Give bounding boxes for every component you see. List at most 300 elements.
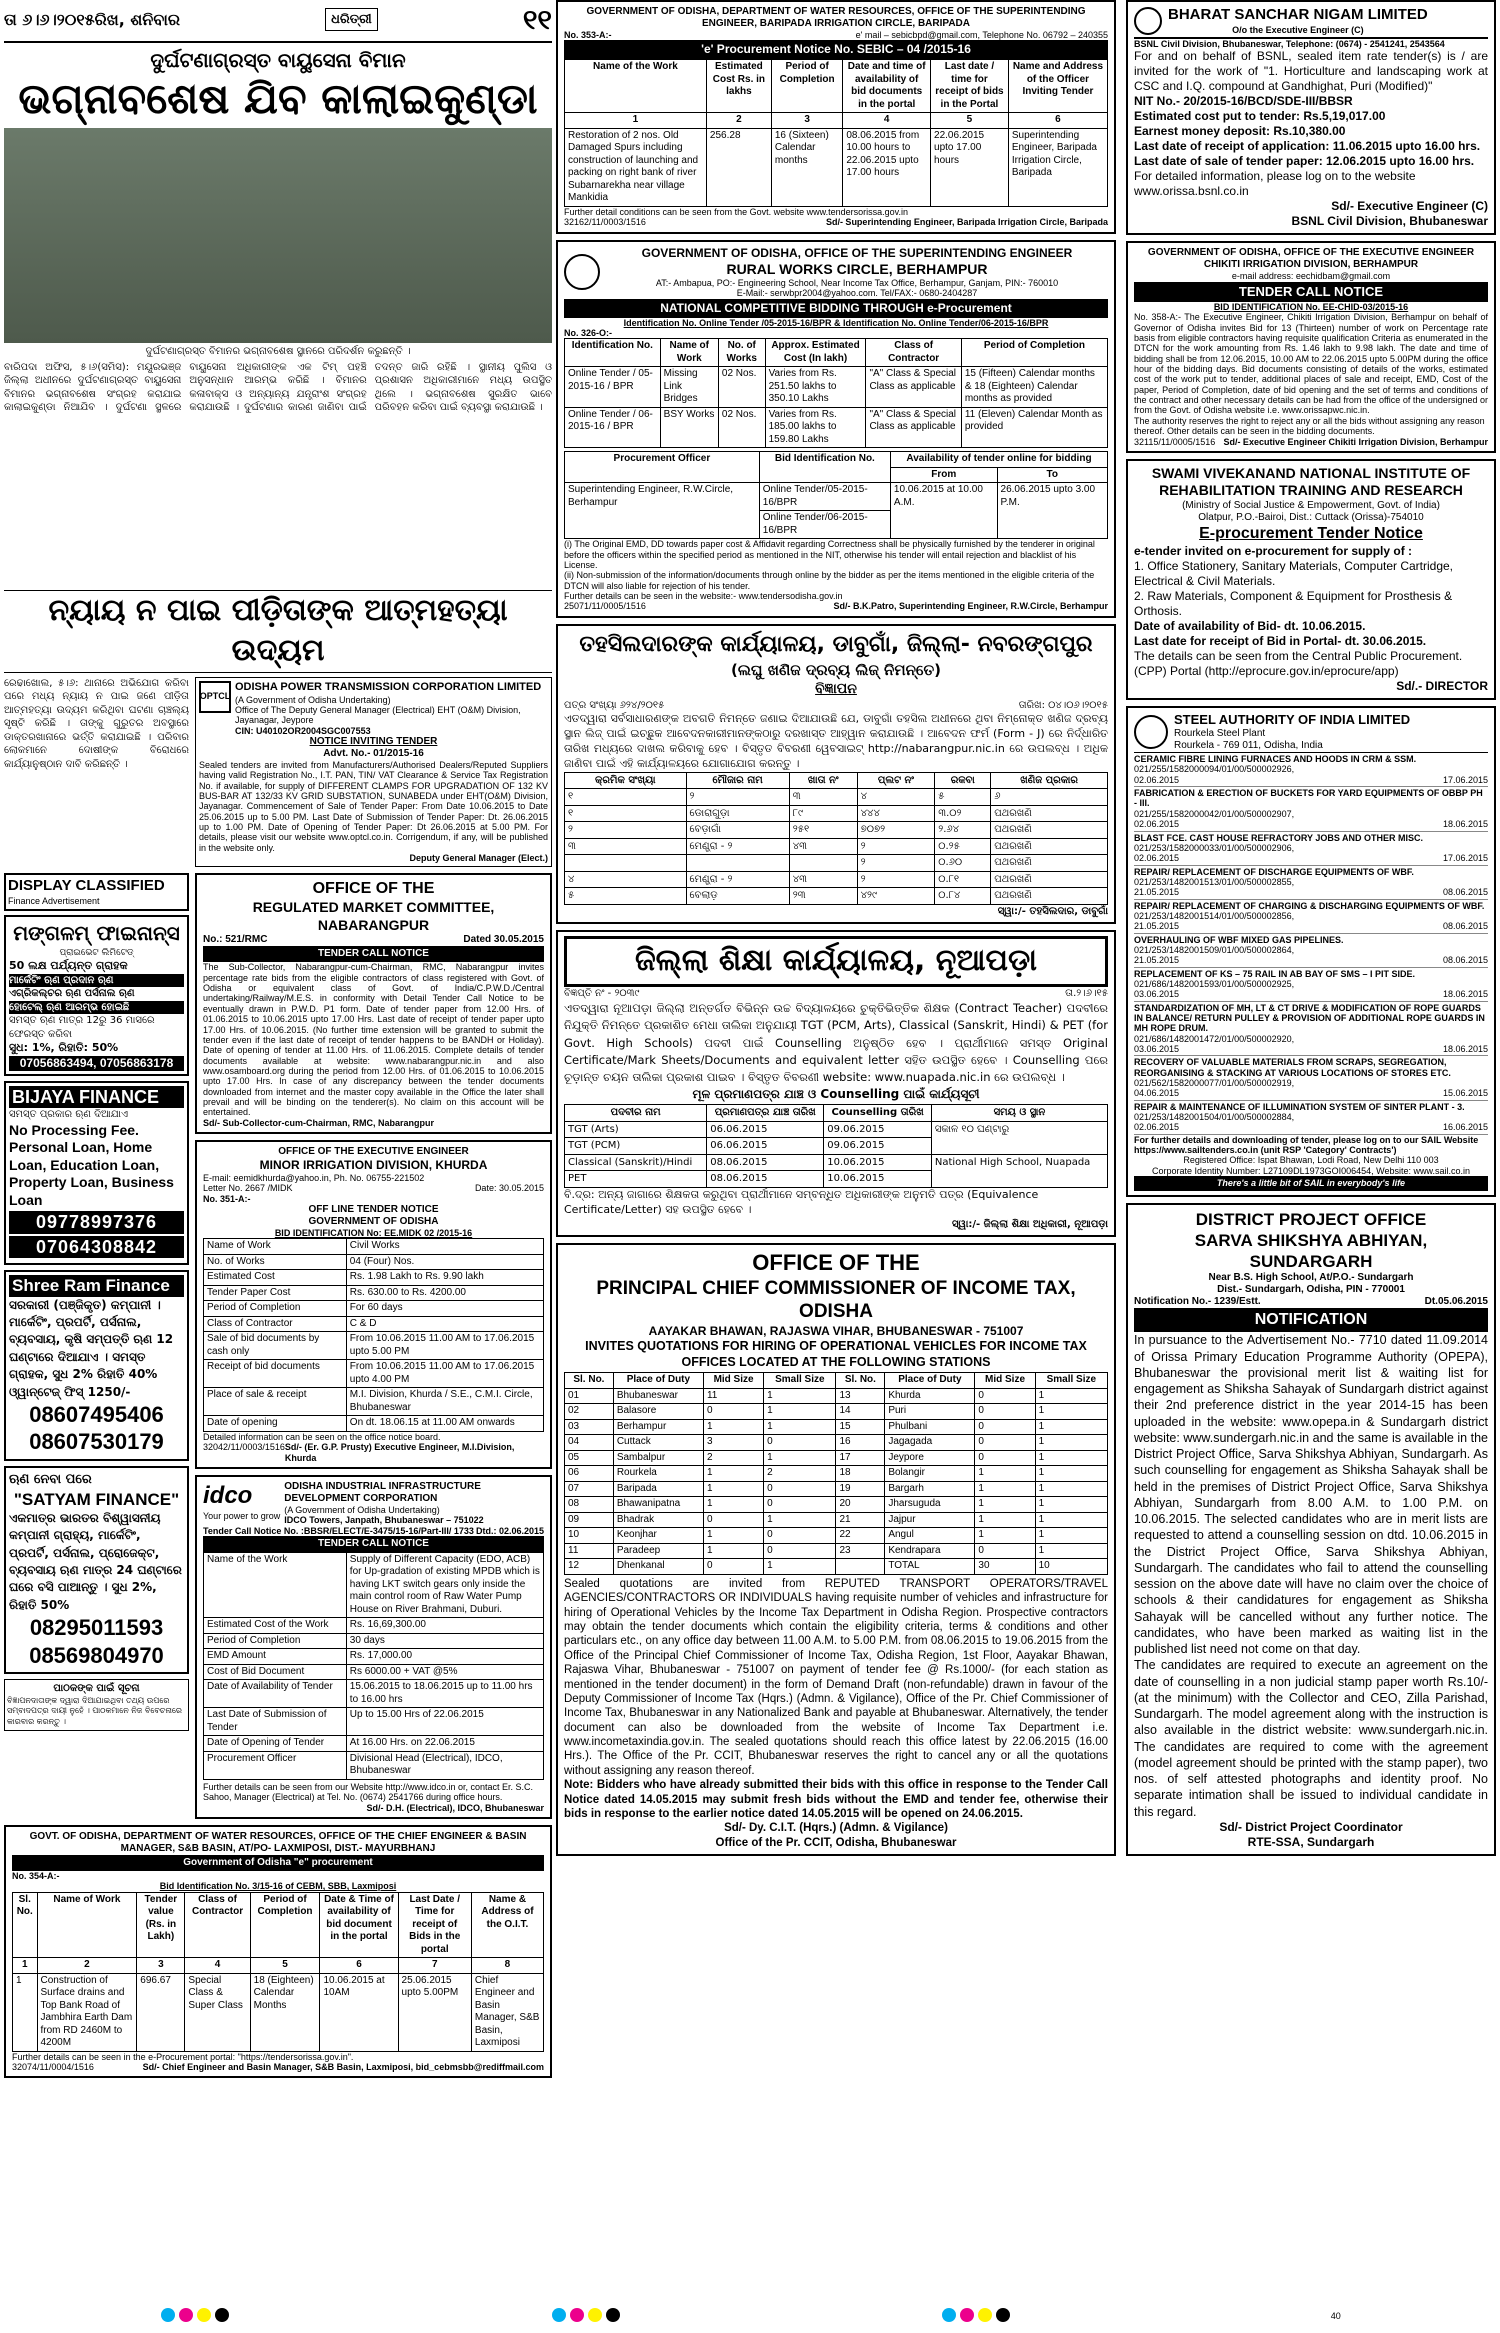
table-row bbox=[204, 1270, 544, 1286]
idco-foot: Further details can be seen from our Website http://www.idco.in or, contact Er. S.C. Sahoo, Manager (Electrical) at Tel. No. (0674) 2541766 during office hours. bbox=[203, 1781, 533, 1803]
table-row bbox=[204, 1360, 544, 1388]
chikiti-code: 32115/11/0005/1516 bbox=[1134, 436, 1216, 447]
table-row bbox=[565, 1466, 1108, 1482]
cell: ୨ bbox=[857, 855, 935, 872]
story2-body: ରେଢାଖୋଲ, ୫।୬: ଥାନାରେ ଅଭିଯୋଗ କରିବା ପରେ ମଧ୍ୟ ନ୍ୟାୟ ନ ପାଇ ଜଣେ ପୀଡ଼ିତା ଆତ୍ମହତ୍ୟା ଉଦ୍ୟମ କରିଥିବା ଘଟଣା ଚାଞ୍ଚଲ୍ୟ ସୃଷ୍ଟି କରିଛି । ତାଙ୍କୁ ଗୁରୁତର ଅବସ୍ଥାରେ ଡାକ୍ତରଖାନାରେ ଭର୍ତ୍ତି କରାଯାଇଛି । ପରିବାର ଲୋକମାନେ ଦୋଷୀଙ୍କ ବିରୋଧରେ କାର୍ଯ୍ୟାନୁଷ୍ଠାନ ଦାବି କରିଛନ୍ତି । bbox=[4, 677, 189, 770]
cell: ୦.୬୦ bbox=[935, 855, 991, 872]
ssa-t1: DISTRICT PROJECT OFFICE bbox=[1195, 1209, 1427, 1229]
table-row bbox=[565, 367, 1108, 408]
sail-tender-item bbox=[1134, 787, 1488, 831]
rwc-title: NATIONAL COMPETITIVE BIDDING THROUGH e-Procurement bbox=[564, 299, 1108, 318]
cell: Kendrapara bbox=[885, 1543, 975, 1559]
yellow-swatch-icon bbox=[588, 2308, 602, 2322]
row-label: No. of Works bbox=[204, 1254, 347, 1270]
cell: 1 bbox=[565, 113, 707, 129]
table-row bbox=[204, 1254, 544, 1270]
cell: Bhawanipatna bbox=[613, 1497, 703, 1513]
sail-tender-no: 021/255/1582000094/01/00/500002926, bbox=[1134, 764, 1295, 775]
bsnl-cost: Estimated cost put to tender: Rs.5,19,017.00 bbox=[1134, 109, 1386, 124]
satyam-name: "SATYAM FINANCE" bbox=[13, 1489, 180, 1509]
cell: 6 bbox=[1008, 113, 1107, 129]
edu-body: ଏତଦ୍ୱାରା ନୂଆପଡ଼ା ଜିଲ୍ଲା ଅନ୍ତର୍ଗତ ବିଭିନ୍ନ ଉଚ୍ଚ ବିଦ୍ୟାଳୟରେ ଚୁକ୍ତିଭିତ୍ତିକ ଶିକ୍ଷକ (Contract Teacher) ପଦବୀରେ ନିଯୁକ୍ତି ନିମନ୍ତେ ପ୍ରକାଶିତ ମେଧା ତାଲିକା ଅନୁଯାୟୀ TGT (PCM, Arts), Classical (Sanskrit, Hindi) & PET (for Govt. High Schools) ପଦବୀ ପାଇଁ Counselling ଅନୁଷ୍ଠିତ ହେବ । ପ୍ରାର୍ଥୀମାନେ ସମସ୍ତ Original Certificate/Mark Sheets/Documents and equivalent letter ସହିତ ଉପସ୍ଥିତ ହେବେ । Counselling ପରେ ଚୂଡ଼ାନ୍ତ ଚୟନ ତାଲିକା ପ୍ରକାଶ ପାଇବ । ବିସ୍ତୃତ ବିବରଣୀ website: www.nuapada.nic.in ରେ ଉପଲବ୍ଧ । bbox=[564, 1001, 1108, 1085]
row-label: Class of Contractor bbox=[204, 1316, 347, 1332]
cell: 15 (Fifteen) Calendar months & 18 (Eighteen) Calendar months as provided bbox=[961, 367, 1107, 408]
table-row bbox=[565, 888, 1108, 905]
table-row bbox=[565, 1512, 1108, 1528]
cell: Name of the Work bbox=[565, 60, 707, 113]
cell: 8 bbox=[471, 1958, 543, 1974]
chikiti-name: CHIKITI IRRIGATION DIVISION, BERHAMPUR bbox=[1203, 259, 1419, 271]
cell: କ୍ରମିକ ସଂଖ୍ୟା bbox=[565, 772, 687, 789]
cell: 16 (Sixteen) Calendar months bbox=[771, 128, 842, 206]
cebm-no: No. 354-A:- bbox=[12, 1870, 60, 1881]
cell: 7 bbox=[398, 1958, 471, 1974]
table-row bbox=[565, 805, 1108, 822]
black-swatch-icon bbox=[996, 2308, 1010, 2322]
tahasil-ad: ବିଜ୍ଞାପନ bbox=[815, 680, 857, 697]
cell: Last date / time for receipt of bids in the Portal bbox=[931, 60, 1009, 113]
ssa-p1: In pursuance to the Advertisement No.- 7710 dated 11.09.2014 of Orissa Primary Education Programme Authority (OPEPA), Bhubaneswar the provisional merit list & waiting list for engagement as Shiksha Sahayak of Sundargarh district against their 2nd preference district in the year 2014-15 has been uploaded in the website: www.opepa.in & Sundargarh district website: www.sundergarh.nic.in and the same is available in the District Project Office, Sarva Shikshya Abhiyan, Sundargarh. As such counselling for engagement as Shiksha Sahayak shall be held in the premises of District Project Office, Sarva Shikshya Abhiyan, Sundargarh from 8.00 A.M. to 1.00 P.M. on 10.06.2015. The selected candidates who are in merit lists are requested to attend a counselling session on dtd. 10.06.2015 in the District Project Office, Sarva Shikshya Abhiyan, Sundargarh. The candidates who fail to attend the counselling session on the above date will have no claim over the choice of schools & their candidatures for engagement as Shiksha Sahayak will be cancelled without any further notice. The candidates, who have been marked as waiting list in the published list need not come on that day. bbox=[1134, 1333, 1488, 1656]
ssa-addr: Near B.S. High School, At/P.O.- Sundargarh bbox=[1208, 1272, 1414, 1284]
khurda-no: No. 351-A:- bbox=[203, 1193, 251, 1204]
cell: 17 bbox=[836, 1450, 885, 1466]
itax-body: Sealed quotations are invited from REPUTED TRANSPORT OPERATORS/TRAVEL AGENCIES/CONTRACTORS OR INDIVIDUALS having requisite number of vehicles and infrastructure for hiring of Operational Vehicles by the Income Tax Department in Odisha Region. Prospective contractors may obtain the tender documents which contain the eligibility criteria, terms & conditions and other particulars etc., on any office day between 11.00 A.M. to 5.00 P.M. from 08.06.2015 to 19.06.2015 from the Office of the Principal Chief Commissioner of Income Tax, Odisha Region, 1st Floor, Aayakar Bhawan, Rajaswa Vihar, Bhubaneswar - 751007 on payment of tender fee @ Rs.1000/- (for each station as mentioned in the tender document) in the form of Demand Draft (non-refundable) drawn in favour of the Deputy Commissioner of Income Tax (Hqrs.) (Admn. & Vigilance), Office of the Pr. Chief Commissioner of Income Tax, Bhubaneswar in any Nationalized Bank and payable at Bhubaneswar. Alternatively, the tender document can also be downloaded from the website of Income Tax Department i.e. www.incometaxindia.gov.in. The sealed quotations should reach this office latest by 22.06.2015 (16.00 Hrs.). The Office of the Pr. CCIT, Bhubaneswar reserves the right to cancel any or all the quotations without assigning any reason thereof. bbox=[564, 1577, 1108, 1777]
mangalam-line: ମାର୍କେଟିଂ ଋଣ ପ୍ରଦାନ ଋଣ bbox=[9, 974, 184, 988]
rmc-body: The Sub-Collector, Nabarangpur-cum-Chairman, RMC, Nabarangpur invites percentage rate bids from the eligible contractors of class registered with Govt. of Odisha or equivalent class of Govt. of India/C.P.W.D./Central undertaking/Railway/M.E.S. in conformity with Detail Tender Call Notice to be eventually drawn in P.W.D. P1 form. Date of tender paper from 12.00 Hrs. of 01.06.2015 to 10.06.2015 upto 17.00 Hrs. Last date of receipt of tender paper upto 17.00 Hrs. of 10.06.2015. (No further time extension will be granted to submit the tender even if the last date of receipt of tender happens to be BANDH or Holiday). Date of opening of tender at 11.00 Hrs. of 11.06.2015. Complete details of tender documents available at website: www.nabarangpur.nic.in and also www.osamboard.org during the period from 12.00 Hrs. of 01.06.2015 to 10.06.2015 upto 17.00 Hrs. In case of any discrepancy between the tender documents downloaded from internet and the master copy available in the Office the later shall prevail and will be binding on the tenderer(s). No claim on this account will be entertained. bbox=[203, 962, 544, 1118]
cell: Name of Work bbox=[37, 1892, 137, 1958]
edu-time: ସକାଳ ୧୦ ଘଣ୍ଟାରୁ bbox=[934, 1123, 1010, 1135]
rwc-gov: GOVERNMENT OF ODISHA, OFFICE OF THE SUPERINTENDING ENGINEER bbox=[641, 245, 1073, 260]
rmc-date: Dated 30.05.2015 bbox=[463, 934, 544, 946]
sail-date-published: 21.05.2015 bbox=[1134, 955, 1180, 966]
chikiti-bid: BID IDENTIFICATION No. EE-CHID-03/2015-16 bbox=[1213, 302, 1409, 313]
table-row bbox=[204, 1388, 544, 1416]
registration-mark bbox=[159, 2308, 231, 2326]
cell: ବେଲାଡ଼ bbox=[686, 888, 789, 905]
bsnl-logo-icon bbox=[1134, 7, 1162, 35]
row-label: Sale of bid documents by cash only bbox=[204, 1332, 347, 1360]
cell: Keonjhar bbox=[613, 1528, 703, 1544]
bijaya-line: Loan, Education Loan, bbox=[9, 1156, 160, 1173]
cell: 0 bbox=[703, 1512, 763, 1528]
row-value: From 10.06.2015 11.00 AM to 17.06.2015 upto 4.00 PM bbox=[346, 1360, 543, 1388]
mangalam-ad bbox=[4, 915, 189, 1076]
cell: Baripada bbox=[613, 1481, 703, 1497]
rwc-sign: Sd/- B.K.Patro, Superintending Engineer, R.W.Circle, Berhampur bbox=[833, 601, 1108, 612]
sail-logo-icon bbox=[1134, 715, 1168, 749]
cell: 30 bbox=[975, 1559, 1035, 1575]
yellow-swatch-icon bbox=[978, 2308, 992, 2322]
table-row bbox=[204, 1416, 544, 1432]
cell: 10.06.2015 at 10AM bbox=[320, 1973, 398, 2051]
cell: Availability of tender online for bidding bbox=[890, 452, 1107, 468]
sebic-gov: GOVERNMENT OF ODISHA, DEPARTMENT OF WATER RESOURCES, OFFICE OF THE SUPERINTENDING ENGINEER, BARIPADA IRRIGATION CIRCLE, BARIPADA bbox=[586, 6, 1086, 29]
sail-tender-item bbox=[1134, 1002, 1488, 1057]
cell: 11 bbox=[703, 1388, 763, 1404]
itax-note: Note: Bidders who have already submitted their bids with this office in response to the Tender Call Notice dated 14.05.2015 may submit fresh bids without the EMD and tender fee, otherwise their bids in response to the earlier notice dated 14.05.2015 will be opened on 24.06.2015. bbox=[564, 1779, 1108, 1820]
cell: 20 bbox=[836, 1497, 885, 1513]
optcl-sign: Deputy General Manager (Elect.) bbox=[409, 853, 548, 864]
itax-addr: AAYAKAR BHAWAN, RAJASWA VIHAR, BHUBANESWAR - 751007 bbox=[648, 1324, 1024, 1339]
cell: 1 bbox=[1035, 1497, 1107, 1513]
yellow-swatch-icon bbox=[197, 2308, 211, 2322]
rmc-tn: TENDER CALL NOTICE bbox=[203, 946, 544, 962]
cell: 1 bbox=[764, 1450, 836, 1466]
row-value: Rs. 630.00 to Rs. 4200.00 bbox=[346, 1285, 543, 1301]
cell: Cuttack bbox=[613, 1435, 703, 1451]
rwc-table-officer bbox=[564, 451, 1108, 539]
cell: Special Class & Super Class bbox=[185, 1973, 250, 2051]
cell: 11 bbox=[565, 1543, 614, 1559]
sail-tender-no: 021/255/1582000042/01/00/500002907, bbox=[1134, 808, 1295, 819]
rmc-sign: Sd/- Sub-Collector-cum-Chairman, RMC, Nabarangpur bbox=[203, 1117, 435, 1128]
ssa-title: NOTIFICATION bbox=[1134, 1308, 1488, 1332]
bsnl-sale: Last date of sale of tender paper: 12.06.2015 upto 16.00 hrs. bbox=[1134, 154, 1475, 169]
cell: 1 bbox=[764, 1512, 836, 1528]
cell: ୭୦୭୨ bbox=[857, 822, 935, 839]
sebic-title: 'e' Procurement Notice No. SEBIC – 04 /2015-16 bbox=[564, 40, 1108, 59]
cell: 21 bbox=[836, 1512, 885, 1528]
optcl-sub: (A Government of Odisha Undertaking) bbox=[235, 694, 391, 705]
table-row bbox=[565, 1497, 1108, 1513]
cell: 1 bbox=[975, 1481, 1035, 1497]
ssa-dist: Dist.- Sundargarh, Odisha, PIN - 770001 bbox=[1217, 1284, 1405, 1296]
sebic-no: No. 353-A:- bbox=[564, 30, 612, 40]
tahasil-notice bbox=[556, 624, 1116, 924]
optcl-advt: Advt. No.- 01/2015-16 bbox=[323, 748, 424, 760]
story-kicker: ଦୁର୍ଘଟଣାଗ୍ରସ୍ତ ବାୟୁସେନା ବିମାନ bbox=[150, 48, 406, 72]
cell: Superintending Engineer, R.W.Circle, Berhampur bbox=[565, 483, 760, 539]
cell: ପଥରଖଣି bbox=[991, 855, 1108, 872]
idco-name: ODISHA INDUSTRIAL INFRASTRUCTURE DEVELOPMENT CORPORATION bbox=[284, 1480, 481, 1504]
table-row bbox=[204, 1751, 544, 1779]
cell: Date and time of availability of bid documents in the portal bbox=[843, 60, 931, 113]
row-value: Divisional Head (Electrical), IDCO, Bhubaneswar bbox=[346, 1751, 543, 1779]
idco-details bbox=[203, 1552, 544, 1780]
cell: 1 bbox=[1035, 1419, 1107, 1435]
cell: 04 bbox=[565, 1435, 614, 1451]
cell: 0 bbox=[764, 1435, 836, 1451]
black-swatch-icon bbox=[606, 2308, 620, 2322]
bsnl-last: Last date of receipt of application: 11.06.2015 upto 16.00 hrs. bbox=[1134, 139, 1481, 154]
cell: 1 bbox=[975, 1497, 1035, 1513]
cell: 18 bbox=[836, 1466, 885, 1482]
cell: ୨୫୧ bbox=[789, 822, 857, 839]
edu-sign: ସ୍ୱା:/- ଜିଲ୍ଲା ଶିକ୍ଷା ଅଧିକାରୀ, ନୂଆପଡ଼ା bbox=[952, 1218, 1108, 1230]
bsnl-nit: NIT No.- 20/2015-16/BCD/SDE-III/BBSR bbox=[1134, 94, 1353, 109]
cell: Construction of Surface drains and Top Bank Road of Jambhira Earth Dam from RD 2460M to 4200M bbox=[37, 1973, 137, 2051]
sail-tender-item bbox=[1134, 866, 1488, 900]
cell: 1 bbox=[1035, 1435, 1107, 1451]
cebm-code: 32074/11/0004/1516 bbox=[12, 2061, 94, 2072]
registration-mark bbox=[940, 2308, 1012, 2326]
table-row bbox=[565, 838, 1108, 855]
sebic-table bbox=[564, 59, 1108, 207]
cell: 08 bbox=[565, 1497, 614, 1513]
cell: 3 bbox=[703, 1435, 763, 1451]
cell: ୩ bbox=[565, 838, 687, 855]
sail-cin: Corporate Identity Number: L27109DL1973GOI006454, Website: www.sail.co.in bbox=[1151, 1165, 1470, 1176]
sail-tender-title: BLAST FCE. CAST HOUSE REFRACTORY JOBS AND OTHER MISC. bbox=[1134, 832, 1424, 843]
sail-tender-title: REPAIR/ REPLACEMENT OF DISCHARGE EQUIPMENTS OF WBF. bbox=[1134, 866, 1414, 877]
cell: ୨ bbox=[686, 789, 789, 806]
cell: ୩ bbox=[789, 789, 857, 806]
sail-date-published: 02.06.2015 bbox=[1134, 774, 1180, 785]
cell: 2 bbox=[37, 1958, 137, 1974]
cell: 09.06.2015 bbox=[824, 1121, 932, 1138]
sebic-sign: Sd/- Superintending Engineer, Baripada Irrigation Circle, Baripada bbox=[825, 217, 1108, 228]
cell: 19 bbox=[836, 1481, 885, 1497]
photo-caption: ଦୁର୍ଘଟଣାଗ୍ରସ୍ତ ବିମାନର ଭଗ୍ନାବଶେଷ ସ୍ଥାନରେ ପରିଦର୍ଶନ କରୁଛନ୍ତି । bbox=[145, 346, 411, 358]
cyan-swatch-icon bbox=[942, 2308, 956, 2322]
tahasil-body: ଏତଦ୍ୱାରା ସର୍ବସାଧାରଣଙ୍କ ଅବଗତି ନିମନ୍ତେ ଜଣାଇ ଦିଆଯାଉଛି ଯେ, ଡାବୁଗାଁ ତହସିଲ ଅଧୀନରେ ଥିବା ନିମ୍ନୋକ୍ତ ଖଣିଜ ଦ୍ରବ୍ୟ ସ୍ଥାନ ଲିଜ୍ ପାଇଁ ଇଚ୍ଛୁକ ଆବେଦନକାରୀମାନଙ୍କଠାରୁ ଦରଖାସ୍ତ ଆହ୍ୱାନ କରାଯାଉଛି । ଆବେଦନ ଫର୍ମ (Form - J) ରେ ନିର୍ଦ୍ଧାରିତ ତାରିଖ ମଧ୍ୟରେ ଦାଖଲ କରିବାକୁ ହେବ । ବିସ୍ତୃତ ବିବରଣୀ ୱେବସାଇଟ୍ http://nabarangpur.nic.in ରେ ଉପଲବ୍ଧ । ଅଧିକ ଜାଣିବା ପାଇଁ ଏହି କାର୍ଯ୍ୟାଳୟରେ ଯୋଗାଯୋଗ କରନ୍ତୁ । bbox=[564, 712, 1108, 770]
registration-mark bbox=[550, 2308, 622, 2326]
sail-reg: Registered Office: Ispat Bhawan, Lodi Road, New Delhi 110 003 bbox=[1183, 1155, 1439, 1166]
cell: 02 Nos. bbox=[718, 407, 765, 448]
chikiti-tn: TENDER CALL NOTICE bbox=[1134, 282, 1488, 302]
cell: Restoration of 2 nos. Old Damaged Spurs including construction of launching and packing on right bank of river Subarnarekha near village Mankidia bbox=[565, 128, 707, 206]
cell: Berhampur bbox=[613, 1419, 703, 1435]
table-row bbox=[204, 1664, 544, 1680]
masthead-logo: ଧରିତ୍ରୀ bbox=[325, 8, 378, 30]
svnirtar-item: 1. Office Stationery, Sanitary Materials, Computer Cartridge, Electrical & Civil Materials. bbox=[1134, 558, 1454, 588]
cell bbox=[565, 855, 687, 872]
cell: Class of Contractor bbox=[185, 1892, 250, 1958]
sail-tender-no: 021/253/1482001513/01/00/500002855, bbox=[1134, 876, 1295, 887]
black-swatch-icon bbox=[215, 2308, 229, 2322]
cell: 1 bbox=[1035, 1528, 1107, 1544]
cell: ରକବା bbox=[935, 772, 991, 789]
idco-sign: Sd/- D.H. (Electrical), IDCO, Bhubaneswar bbox=[366, 1802, 544, 1813]
cell: 4 bbox=[185, 1958, 250, 1974]
cell: BSY Works bbox=[660, 407, 718, 448]
cell: ପଥରଖଣି bbox=[991, 805, 1108, 822]
cell: ୪୨୯ bbox=[857, 888, 935, 905]
rmc-no: No.: 521/RMC bbox=[203, 934, 268, 946]
table-row bbox=[565, 1559, 1108, 1575]
table-row bbox=[565, 1435, 1108, 1451]
edu-title: ଜିଲ୍ଲା ଶିକ୍ଷା କାର୍ଯ୍ୟାଳୟ, ନୂଆପଡ଼ା bbox=[564, 936, 1108, 987]
mangalam-line: 50 ଲକ୍ଷ ପର୍ଯ୍ୟନ୍ତ ଗ୍ରାହକ bbox=[9, 958, 128, 972]
cell: 22 bbox=[836, 1528, 885, 1544]
cell: 0 bbox=[703, 1559, 763, 1575]
shreeram-name: Shree Ram Finance bbox=[9, 1275, 184, 1296]
classified-sub: Finance Advertisement bbox=[8, 896, 100, 907]
rwc-table bbox=[564, 338, 1108, 448]
cell: 1 bbox=[703, 1466, 763, 1482]
column-middle bbox=[556, 0, 1116, 1862]
idco-no: Tender Call Notice No. :BBSR/ELECT/E-3475/15-16/Part-III/ 1733 bbox=[203, 1525, 474, 1536]
sail-date-published: 02.06.2015 bbox=[1134, 1122, 1180, 1133]
satyam-body: ଏକମାତ୍ର ଭାରତର ବିଶ୍ୱାସନୀୟ କମ୍ପାନୀ ଗ୍ରାହ୍ୟ, ମାର୍କେଟିଂ, ପ୍ରପର୍ଟି, ପର୍ସନାଲ, ପ୍ରୋଜେକ୍ଟ, ବ୍ୟବସାୟ ଋଣ ମାତ୍ର 24 ଘଣ୍ଟାରେ ଘରେ ବସି ପାଆନ୍ତୁ । ସୁଧ 2%, ରିହାତି 50% bbox=[9, 1510, 182, 1612]
edu-table bbox=[564, 1104, 1108, 1188]
sail-date-last: 18.06.2015 bbox=[1442, 1044, 1488, 1055]
row-label: EMD Amount bbox=[204, 1649, 347, 1665]
edu-note: ବି.ଦ୍ର: ଅନ୍ୟ ଜାଗାରେ ଶିକ୍ଷକତା କରୁଥିବା ପ୍ରାର୍ଥୀମାନେ ସମ୍ବନ୍ଧିତ ଅଧିକାରୀଙ୍କ ଅନୁମତି ପତ୍ର (Equivalence Certificate/Letter) ସହ ଉପସ୍ଥିତ ହେବେ । bbox=[564, 1187, 1039, 1216]
cell: 10.06.2015 at 10.00 A.M. bbox=[890, 483, 997, 539]
cell: ୬ bbox=[991, 789, 1108, 806]
cell: 1 bbox=[1035, 1388, 1107, 1404]
tahasil-no: ପତ୍ର ସଂଖ୍ୟା ୬୨୪/୨୦୧୫ bbox=[564, 699, 665, 711]
sail-web: For further details and downloading of tender, please log on to our SAIL Website https://www.sailtenders.co.in (unit RSP 'Category' Contracts') bbox=[1134, 1134, 1479, 1156]
table-row bbox=[565, 1404, 1108, 1420]
cell: 26.06.2015 upto 3.00 P.M. bbox=[997, 483, 1107, 539]
bsnl-sign2: BSNL Civil Division, Bhubaneswar bbox=[1291, 214, 1488, 229]
itax-sign2: Office of the Pr. CCIT, Odisha, Bhubaneswar bbox=[715, 1836, 957, 1849]
cell: Dhenkanal bbox=[613, 1559, 703, 1575]
table-row bbox=[565, 1121, 1108, 1138]
cell: 08.06.2015 bbox=[707, 1154, 824, 1171]
cell: Class of Contractor bbox=[866, 339, 961, 367]
cell: Identification No. bbox=[565, 339, 661, 367]
row-value: 15.06.2015 to 18.06.2015 up to 11.00 hrs to 16.00 hrs bbox=[346, 1680, 543, 1708]
cell: 01 bbox=[565, 1388, 614, 1404]
cell: Paradeep bbox=[613, 1543, 703, 1559]
cell: 07 bbox=[565, 1481, 614, 1497]
shreeram-ad bbox=[4, 1270, 189, 1461]
cell: "A" Class & Special Class as applicable bbox=[866, 407, 961, 448]
table-row bbox=[565, 407, 1108, 448]
cell: ୦.୮୧ bbox=[935, 871, 991, 888]
rwc-foot: Further details can be seen in the website:- www.tendersodisha.gov.in bbox=[564, 591, 843, 602]
reader-notice-title: ପାଠକଙ୍କ ପାଇଁ ସୂଚନା bbox=[53, 1683, 140, 1695]
khurda-sign: Sd/- (Er. G.P. Prusty) Executive Engineer, M.I.Division, Khurda bbox=[284, 1442, 515, 1463]
sail-date-published: 02.06.2015 bbox=[1134, 853, 1180, 864]
cell: Bid Identification No. bbox=[759, 452, 890, 483]
sail-plant: Rourkela Steel Plant bbox=[1174, 728, 1266, 740]
cell: 1 bbox=[703, 1481, 763, 1497]
bsnl-emd: Earnest money deposit: Rs.10,380.00 bbox=[1134, 124, 1346, 139]
bsnl-addr: BSNL Civil Division, Bhubaneswar, Telephone: (0674) - 2541241, 2543564 bbox=[1134, 39, 1445, 50]
tahasil-title: ତହସିଲଦାରଙ୍କ କାର୍ଯ୍ୟାଳୟ, ଡାବୁଗାଁ, ଜିଲ୍ଲା- ନବରଙ୍ଗପୁର bbox=[579, 631, 1093, 657]
sail-tender-title: REPLACEMENT OF KS – 75 RAIL IN AB BAY OF SMS – I PIT SIDE. bbox=[1134, 968, 1416, 979]
khurda-name: MINOR IRRIGATION DIVISION, KHURDA bbox=[259, 1157, 488, 1172]
cell: Period of Completion bbox=[771, 60, 842, 113]
cell: ୨ bbox=[857, 838, 935, 855]
row-label: Receipt of bid documents bbox=[204, 1360, 347, 1388]
cell: Last Date / Time for receipt of Bids in the portal bbox=[398, 1892, 471, 1958]
optcl-logo-icon: OPTCL bbox=[199, 681, 231, 713]
sail-date-published: 21.05.2015 bbox=[1134, 921, 1180, 932]
cell: 1 bbox=[703, 1543, 763, 1559]
row-label: Period of Completion bbox=[204, 1633, 347, 1649]
cebm-bid: Bid Identification No. 3/15-16 of CEBM, SBB, Laxmiposi bbox=[159, 1881, 397, 1892]
cell: 1 bbox=[703, 1528, 763, 1544]
sail-tender-title: REPAIR/ REPLACEMENT OF CHARGING & DISCHARGING EQUIPMENTS OF WBF. bbox=[1134, 900, 1485, 911]
table-row bbox=[204, 1649, 544, 1665]
cell: To bbox=[997, 467, 1107, 483]
tahasil-date: ତାରିଖ: ୦୪।୦୬।୨୦୧୫ bbox=[1018, 699, 1108, 711]
idco-tn: TENDER CALL NOTICE bbox=[203, 1536, 544, 1552]
row-value: M.I. Division, Khurda / S.E., C.M.I. Circle, Bhubaneswar bbox=[346, 1388, 543, 1416]
odisha-emblem-icon bbox=[564, 254, 600, 290]
cell: 13 bbox=[836, 1388, 885, 1404]
satyam-ad bbox=[4, 1466, 189, 1674]
table-row bbox=[565, 1528, 1108, 1544]
itax-t3: INVITES QUOTATIONS FOR HIRING OF OPERATIONAL VEHICLES FOR INCOME TAX OFFICES LOCATED AT THE FOLLOWING STATIONS bbox=[585, 1339, 1087, 1369]
table-row bbox=[565, 1543, 1108, 1559]
cell: ୨ bbox=[857, 871, 935, 888]
cell: 256.28 bbox=[706, 128, 771, 206]
cell: 1 bbox=[1035, 1481, 1107, 1497]
table-row bbox=[204, 1633, 544, 1649]
cell: 3 bbox=[771, 113, 842, 129]
cell: Small Size bbox=[764, 1373, 836, 1389]
table-row bbox=[204, 1680, 544, 1708]
itax-sign: Sd/- Dy. C.I.T. (Hqrs.) (Admn. & Vigilance) bbox=[724, 1822, 948, 1835]
cell: ୪୩ bbox=[789, 871, 857, 888]
sail-tender-no: 021/562/1582000077/01/00/500002919, bbox=[1134, 1078, 1295, 1089]
sail-name: STEEL AUTHORITY OF INDIA LIMITED bbox=[1174, 711, 1411, 727]
cell: ୨ bbox=[565, 822, 687, 839]
row-label: Date of Availability of Tender bbox=[204, 1680, 347, 1708]
ssa-t2: SARVA SHIKSHYA ABHIYAN, SUNDARGARH bbox=[1194, 1230, 1428, 1271]
cell: Small Size bbox=[1035, 1373, 1107, 1389]
khurda-title: OFFICE OF THE EXECUTIVE ENGINEER bbox=[278, 1145, 469, 1157]
cell: ୦.୨୫ bbox=[935, 838, 991, 855]
cell: ୦.୮୪ bbox=[935, 888, 991, 905]
rwc-no: No. 326-O:- bbox=[564, 328, 613, 339]
cell: ୪୩ bbox=[789, 838, 857, 855]
cell: 05 bbox=[565, 1450, 614, 1466]
table-row bbox=[204, 1301, 544, 1317]
edu-date: ତା.୨।୬।୧୫ bbox=[1065, 987, 1108, 999]
itax-notice bbox=[556, 1243, 1116, 1856]
cell: 1 bbox=[1035, 1512, 1107, 1528]
rwc-name: RURAL WORKS CIRCLE, BERHAMPUR bbox=[726, 260, 988, 277]
cell: 1 bbox=[764, 1404, 836, 1420]
cell: 1 bbox=[1035, 1404, 1107, 1420]
cell: 2 bbox=[764, 1466, 836, 1482]
svnirtar-intro: e-tender invited on e-procurement for supply of : bbox=[1134, 543, 1413, 558]
row-label: Last Date of Submission of Tender bbox=[204, 1708, 347, 1736]
bijaya-line: Property Loan, Business bbox=[9, 1174, 174, 1191]
cell: Procurement Officer bbox=[565, 452, 760, 483]
magenta-swatch-icon bbox=[570, 2308, 584, 2322]
sail-notice bbox=[1126, 706, 1496, 1197]
sail-date-published: 03.06.2015 bbox=[1134, 1044, 1180, 1055]
cell: 0 bbox=[975, 1419, 1035, 1435]
edu-notice bbox=[556, 930, 1116, 1237]
cell: 696.67 bbox=[137, 1973, 185, 2051]
chikiti-auth: The authority reserves the right to reject any or all the bids without assigning any reason thereof. Other details can be seen in the bidding documents. bbox=[1134, 415, 1485, 437]
table-row bbox=[565, 789, 1108, 806]
table-row bbox=[565, 1450, 1108, 1466]
cell: Name and Address of the Officer Inviting Tender bbox=[1008, 60, 1107, 113]
shreeram-phone: 08607530179 bbox=[29, 1429, 164, 1455]
sail-date-published: 02.06.2015 bbox=[1134, 819, 1180, 830]
cell: ପଥରଖଣି bbox=[991, 888, 1108, 905]
row-label: Name of Work bbox=[204, 1239, 347, 1255]
row-value: Civil Works bbox=[346, 1239, 543, 1255]
cell: ୨.୬୪ bbox=[935, 822, 991, 839]
sail-date-last: 08.06.2015 bbox=[1442, 887, 1488, 898]
table-row bbox=[204, 1618, 544, 1634]
cell: Khurda bbox=[885, 1388, 975, 1404]
row-value: C & D bbox=[346, 1316, 543, 1332]
cell: ୪ bbox=[857, 789, 935, 806]
cell: 03 bbox=[565, 1419, 614, 1435]
cell bbox=[789, 855, 857, 872]
crash-site-photo bbox=[4, 128, 552, 343]
cell: Period of Completion bbox=[961, 339, 1107, 367]
rwc-notice bbox=[556, 240, 1116, 618]
khurda-code: 32042/11/0003/1516 bbox=[203, 1442, 285, 1453]
cell: 18 (Eighteen) Calendar Months bbox=[250, 1973, 320, 2051]
ssa-sign2: RTE-SSA, Sundargarh bbox=[1247, 1834, 1375, 1849]
cell: ମୌଜାର ନାମ bbox=[686, 772, 789, 789]
rwc-code: 25071/11/0005/1516 bbox=[564, 601, 646, 612]
